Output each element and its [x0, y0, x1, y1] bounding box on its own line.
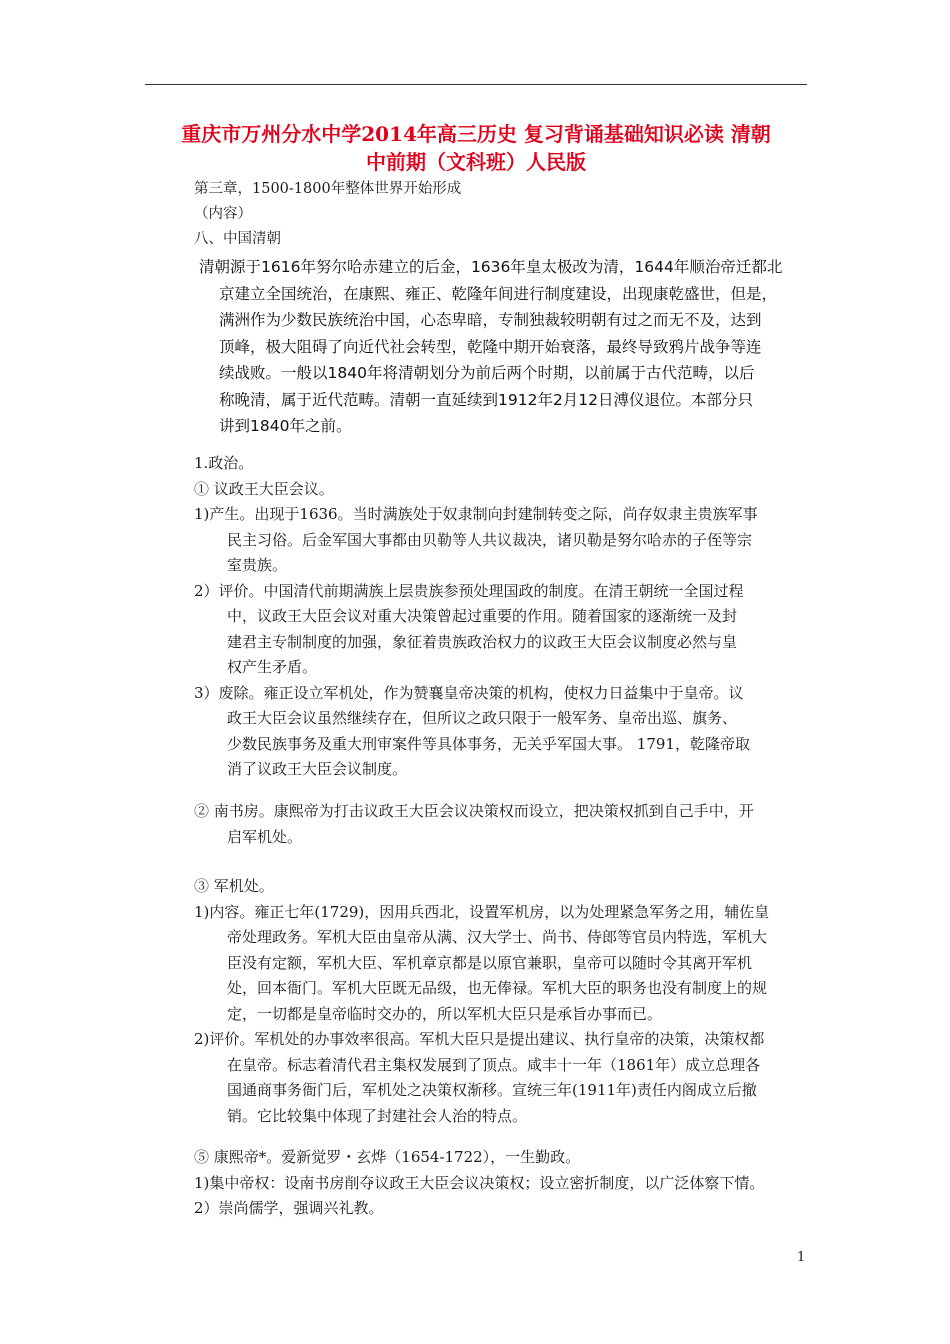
document-title: [140, 120, 812, 176]
item2-line: ② 南书房。康熙帝为打击议政王大臣会议决策权而设立，把决策权抓到自己手中，开: [194, 802, 754, 820]
item3-line: 1)内容。雍正七年(1729)，因用兵西北，设置军机房，以为处理紧急军务之用，辅佐皇: [194, 902, 770, 921]
intro-line: 顶峰，极大阻碍了向近代社会转型，乾隆中期开始衰落，最终导致鸦片战争等连: [219, 337, 762, 356]
item3-line: 在皇帝。标志着清代君主集权发展到了顶点。咸丰十一年（1861年）成立总理各: [227, 1055, 761, 1074]
item1-line: 权产生矛盾。: [227, 658, 318, 676]
item5-section: [194, 1145, 819, 1222]
intro-line: 称晚清，属于近代范畴。清朝一直延续到1912年2月12日溥仪退位。本部分只: [219, 390, 754, 409]
item5-line: ⑤ 康熙帝*。爱新觉罗・玄烨（1654-1722），一生勤政。: [194, 1148, 581, 1166]
header-rule: [145, 84, 807, 85]
intro-line: 续战败。一般以1840年将清朝划分为前后两个时期，以前属于古代范畴，以后: [219, 364, 755, 382]
intro-paragraph: [199, 254, 819, 440]
item3-line: 臣没有定额，军机大臣、军机章京都是以原官兼职，皇帝可以随时令其离开军机: [227, 953, 753, 972]
item1-line: 2）评价。中国清代前期满族上层贵族参预处理国政的制度。在清王朝统一全国过程: [194, 581, 744, 600]
item1-line: 1)产生。出现于1636。当时满族处于奴隶制向封建制转变之际，尚存奴隶主贵族军事: [194, 505, 758, 523]
item1-line: 政王大臣会议虽然继续存在，但所议之政只限于一般军务、皇帝出巡、旗务、: [227, 709, 738, 727]
intro-line: 京建立全国统治，在康熙、雍正、乾隆年间进行制度建设，出现康乾盛世，但是，: [219, 284, 778, 303]
item3-line: 定，一切都是皇帝临时交办的，所以军机大臣只是承旨办事而已。: [227, 1004, 663, 1023]
page-number: 1: [797, 1250, 806, 1265]
chapter-line: 第三章，1500-1800年整体世界开始形成: [194, 181, 462, 197]
intro-line: 清朝源于1616年努尔哈赤建立的后金，1636年皇太极改为清，1644年顺治帝迁都北: [199, 258, 783, 276]
politics-section: [194, 451, 819, 783]
section-heading: 八、中国清朝: [194, 231, 281, 247]
item5-line: 1)集中帝权：设南书房削夺议政王大臣会议决策权；设立密折制度，以广泛体察下情。: [194, 1173, 765, 1192]
item3-line: 销。它比较集中体现了封建社会人治的特点。: [227, 1106, 528, 1125]
item1-line: 少数民族事务及重大刑审案件等具体事务，无关乎军国大事。 1791，乾隆帝取: [227, 734, 750, 753]
item1-line: 消了议政王大臣会议制度。: [227, 760, 408, 778]
title-line-2: 中前期（文科班）人民版: [366, 150, 586, 174]
item3-line: 处，回本衙门。军机大臣既无品级，也无俸禄。军机大臣的职务也没有制度上的规: [227, 979, 768, 997]
item2-section: [194, 799, 819, 850]
item1-line: 中，议政王大臣会议对重大决策曾起过重要的作用。随着国家的逐渐统一及封: [227, 607, 738, 625]
politics-heading: 1.政治。: [194, 454, 254, 472]
item1-line: 民主习俗。后金军国大事都由贝勒等人共议裁决，诸贝勒是努尔哈赤的子侄等宗: [227, 530, 753, 549]
item3-section: [194, 874, 819, 1129]
intro-line: 讲到1840年之前。: [219, 417, 352, 435]
item3-line: 国通商事务衙门后，军机处之决策权渐移。宣统三年(1911年)责任内阁成立后撤: [227, 1081, 757, 1099]
item1-line: 3）废除。雍正设立军机处，作为赞襄皇帝决策的机构，使权力日益集中于皇帝。议: [194, 683, 744, 702]
content-label: （内容）: [194, 206, 252, 222]
item1-line: 室贵族。: [227, 556, 288, 574]
item1-line: 建君主专制制度的加强，象征着贵族政治权力的议政王大臣会议制度必然与皇: [227, 632, 738, 651]
item1-title: ① 议政王大臣会议。: [194, 479, 334, 498]
item2-line: 启军机处。: [227, 827, 303, 846]
item5-line: 2）崇尚儒学，强调兴礼教。: [194, 1199, 384, 1217]
intro-line: 满洲作为少数民族统治中国，心态卑暗，专制独裁较明朝有过之而无不及，达到: [219, 311, 762, 329]
item3-line: 2)评价。军机处的办事效率很高。军机大臣只是提出建议、执行皇帝的决策，决策权都: [194, 1030, 765, 1048]
title-line-1: 重庆市万州分水中学2014年高三历史 复习背诵基础知识必读 清朝: [181, 122, 771, 146]
item3-line: 帝处理政务。军机大臣由皇帝从满、汉大学士、尚书、侍郎等官员内特选，军机大: [227, 928, 768, 946]
item3-title: ③ 军机处。: [194, 877, 274, 895]
